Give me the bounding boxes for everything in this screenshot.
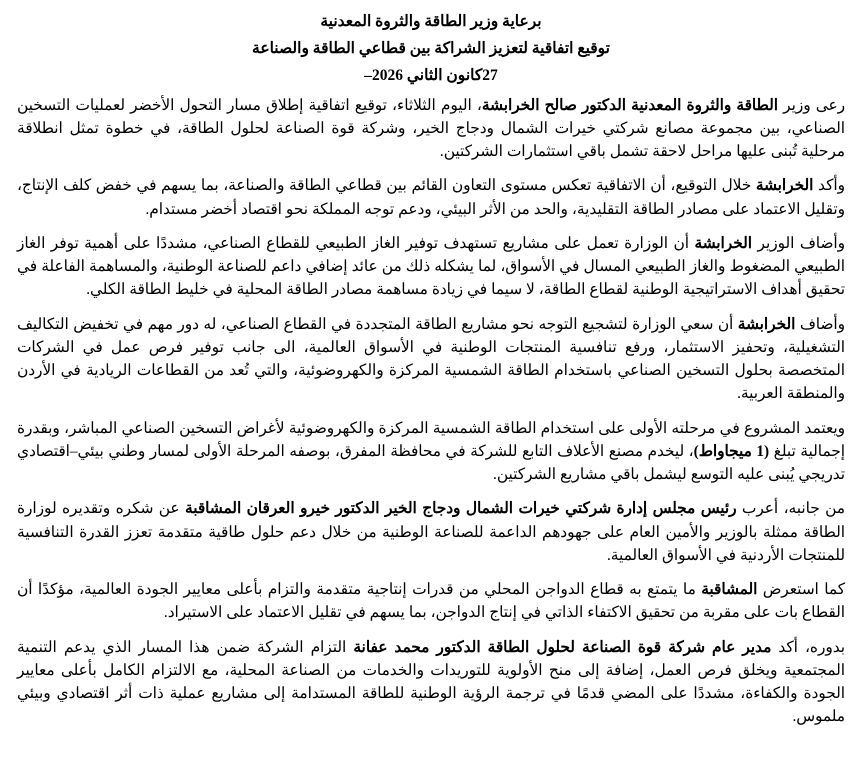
body-text: أن الوزارة تعمل على مشاريع تستهدف توفير الغاز الطبيعي للقطاع الصناعي، مشددًا على أهمية توفر الغاز الطبيعي المضغوط والغاز الطبيعي المسال في الأسواق، لما يشكله ذلك من عائد إضافي داعم للصناعة الوطنية، والمساهمة الفاعلة في تحقيق أهداف الاستراتيجية الوطنية لقطاع الطاقة، لا سيما في زيادة مساهمة مصادر الطاقة المحلية في خليط الطاقة الكلي. <box>17 234 845 299</box>
body-text: رعى وزير <box>778 96 846 114</box>
emphasized-text: الخرابشة <box>737 315 796 333</box>
paragraph-p5 <box>17 417 845 487</box>
body-text: بدوره، أكد <box>771 638 846 656</box>
patronage-heading: برعاية وزير الطاقة والثروة المعدنية <box>320 13 542 30</box>
paragraph-p8 <box>17 636 845 729</box>
paragraph-p2 <box>17 174 845 221</box>
paragraph-p4 <box>17 313 845 406</box>
body-text: أن سعي الوزارة لتشجيع التوجه نحو مشاريع الطاقة المتجددة في القطاع الصناعي، له دور مهم في تخفيض التكاليف التشغيلية، وتحفيز الاستثمار، ورفع تنافسية المنتجات الوطنية في الأسواق العالمية، الى جانب توفير فرص عمل في الشركات المتخصصة بحلول التسخين الصناعي باستخدام الطاقة الشمسية المركزة والكهروضوئية، والتي تُعد من القطاعات الريادية في الأردن والمنطقة العربية. <box>17 315 845 403</box>
body-text: كما استعرض <box>757 581 846 598</box>
body-text: التزام الشركة ضمن هذا المسار الذي يدعم التنمية المجتمعية ويخلق فرص العمل، إضافة إلى منح الأولوية للتوريدات والخدمات من الصناعة المحلية، مع الالتزام الكامل بأعلى معايير الجودة والكفاءة، مشددًا على المضي قدمًا في ترجمة الرؤية الوطنية للطاقة المستدامة إلى مشاريع عملية ذات أثر اقتصادي وبيئي ملموس. <box>17 638 845 726</box>
page-title: توقيع اتفاقية لتعزيز الشراكة بين قطاعي الطاقة والصناعة <box>252 39 610 57</box>
document-headings <box>17 8 845 93</box>
body-text: من جانبه، أعرب <box>736 500 845 518</box>
body-text: وأكد <box>813 177 845 195</box>
body-text: ما يتمتع به قطاع الدواجن المحلي من قدرات إنتاجية متقدمة والتزام بأعلى معايير الجودة العالمية، مؤكدًا أن القطاع بات على مقربة من تحقيق الاكتفاء الذاتي في إنتاج الدواجن، بما يسهم في تقليل الاعتماد على الاستيراد. <box>17 581 845 622</box>
paragraph-p1 <box>17 94 845 164</box>
body-text: وأضاف <box>795 315 845 333</box>
body-text: ، ليخدم مصنع الأعلاف التابع للشركة في محافظة المفرق، بوصفه المرحلة الأولى لمسار وطني بيئي–اقتصادي تدريجي يُبنى عليه التوسع ليشمل باقي مشاريع الشركتين. <box>17 442 845 483</box>
emphasized-text: (1 ميجاواط) <box>693 442 770 460</box>
paragraph-p3 <box>17 232 845 302</box>
emphasized-text: الخرابشة <box>694 234 753 252</box>
body-text: وأضاف الوزير <box>752 234 846 252</box>
emphasized-text: الخرابشة <box>755 177 814 195</box>
body-text: ويعتمد المشروع في مرحلته الأولى على استخدام الطاقة الشمسية المركزة والكهروضوئية لأغراض التسخين الصناعي المباشر، وبقدرة إجمالية تبلغ <box>17 419 845 460</box>
body-text: ، اليوم الثلاثاء، توقيع اتفاقية إطلاق مسار التحول الأخضر لعمليات التسخين الصناعي، بين مجموعة مصانع شركتي خيرات الشمال ودجاج الخير، وشركة قوة الصناعة لحلول الطاقة، في خطوة تمثل انطلاقة مرحلية تُبنى عليها مراحل لاحقة تشمل باقي استثمارات الشركتين. <box>17 96 845 160</box>
emphasized-text: رئيس مجلس إدارة شركتي خيرات الشمال ودجاج الخير الدكتور خيرو العرقان المشاقبة <box>185 500 737 518</box>
document-body <box>17 93 845 729</box>
body-text: عن شكره وتقديره لوزارة الطاقة ممثلة بالوزير والأمين العام على جهودهم الداعمة للصناعة الوطنية من خلال دعم حلول طاقية متقدمة تعزز القدرة التنافسية للمنتجات الأردنية في الأسواق العالمية. <box>17 500 845 564</box>
paragraph-p6 <box>17 497 845 567</box>
body-text: خلال التوقيع، أن الاتفاقية تعكس مستوى التعاون القائم بين قطاعي الطاقة والصناعة، بما يسهم في خفض كلف الإنتاج، وتقليل الاعتماد على مصادر الطاقة التقليدية، والحد من الأثر البيئي، ودعم توجه المملكة نحو اقتصاد أخضر مستدام. <box>17 177 845 218</box>
emphasized-text: الطاقة والثروة المعدنية الدكتور صالح الخرابشة <box>481 96 779 114</box>
emphasized-text: مدير عام شركة قوة الصناعة لحلول الطاقة الدكتور محمد عفانة <box>353 638 772 656</box>
publication-date: 27كانون الثاني 2026– <box>364 67 498 84</box>
emphasized-text: المشاقبة <box>701 581 758 598</box>
paragraph-p7 <box>17 578 845 625</box>
